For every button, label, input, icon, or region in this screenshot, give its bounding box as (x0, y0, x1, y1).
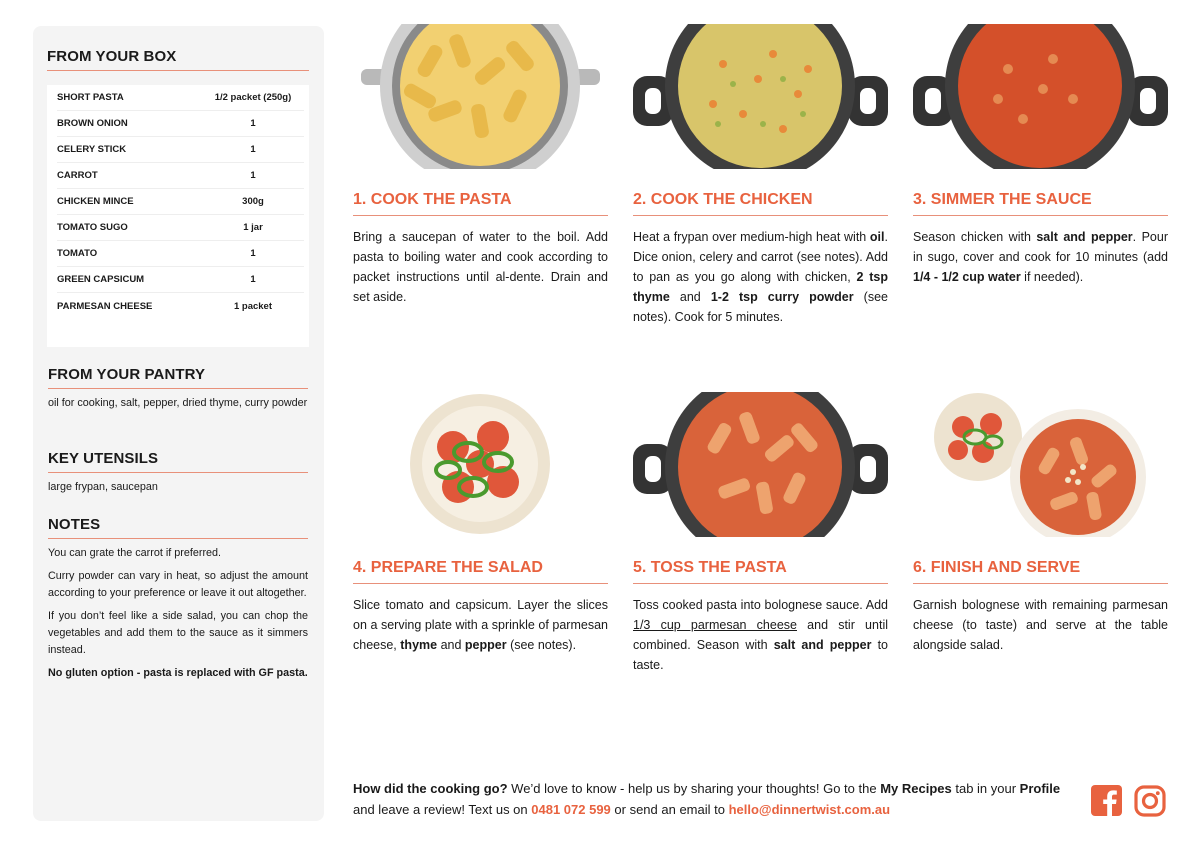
step-2 (633, 24, 888, 327)
facebook-icon[interactable] (1091, 785, 1123, 817)
ingredient-name: GREEN CAPSICUM (57, 274, 145, 285)
table-row (57, 241, 304, 267)
step-6 (913, 392, 1168, 655)
ingredient-qty: 300g (242, 196, 264, 207)
ingredient-qty: 1 packet (233, 300, 273, 312)
step-text: Season chicken with salt and pepper. Pour in sugo, cover and cook for 10 minutes (add 1/4 - 1/2 cup water if needed). (913, 230, 1168, 284)
table-row (57, 85, 304, 111)
notes-section (48, 516, 308, 682)
ingredient-name: SHORT PASTA (57, 92, 124, 103)
ingredient-qty: 1 (250, 144, 256, 155)
pantry-title: FROM YOUR PANTRY (48, 366, 308, 389)
step-title: 3. SIMMER THE SAUCE (913, 191, 1168, 216)
note-paragraph: If you don’t feel like a side salad, you can chop the vegetables and add them to the sauce as it simmers instead. (48, 610, 308, 656)
table-row (57, 111, 304, 137)
table-row (57, 137, 304, 163)
note-paragraph: No gluten option - pasta is replaced with GF pasta. (48, 667, 308, 679)
step-4 (353, 392, 608, 655)
step-title: 1. COOK THE PASTA (353, 191, 608, 216)
sauce-pan-image (913, 24, 1168, 169)
ingredient-qty: 1 (250, 248, 256, 259)
finished-dish-image (913, 392, 1168, 537)
note-paragraph: You can grate the carrot if preferred. (48, 547, 222, 559)
chicken-pan-image (633, 24, 888, 169)
ingredient-qty: 1/2 packet (250g) (214, 92, 292, 103)
step-text: Bring a saucepan of water to the boil. Add pasta to boiling water and cook according to packet instructions until al-dente. Drain and set aside. (353, 230, 608, 304)
email-link[interactable]: hello@dinnertwist.com.au (728, 802, 891, 817)
step-title: 2. COOK THE CHICKEN (633, 191, 888, 216)
step-title: 5. TOSS THE PASTA (633, 559, 888, 584)
table-row (57, 189, 304, 215)
utensils-title: KEY UTENSILS (48, 450, 308, 473)
feedback-footer: How did the cooking go? We’d love to know - help us by sharing your thoughts! Go to the My Recipes tab in your Profile and leave a review! Text us on 0481 072 599 or send an email to hello@dinnertwist.com.au (353, 781, 1061, 817)
pantry-section (48, 366, 308, 412)
step-title: 6. FINISH AND SERVE (913, 559, 1168, 584)
step-text: Slice tomato and capsicum. Layer the slices on a serving plate with a sprinkle of parmesan cheese, thyme and pepper (see notes). (353, 598, 608, 652)
step-text: Heat a frypan over medium-high heat with oil. Dice onion, celery and carrot (see notes). Add to pan as you go along with chicken, 2 tsp thyme and 1-2 tsp curry powder (see notes). Cook for 5 minutes. (633, 230, 889, 324)
step-title: 4. PREPARE THE SALAD (353, 559, 608, 584)
tossed-pasta-image (633, 392, 888, 537)
ingredients-sidebar (33, 26, 324, 821)
step-3 (913, 24, 1168, 287)
table-row (57, 163, 304, 189)
ingredient-name: CHICKEN MINCE (57, 196, 134, 207)
ingredient-name: CELERY STICK (57, 144, 127, 155)
ingredient-qty: 1 (250, 274, 256, 285)
pantry-text: oil for cooking, salt, pepper, dried thyme, curry powder (48, 397, 308, 409)
from-box-title: FROM YOUR BOX (47, 48, 309, 71)
table-row (57, 293, 304, 319)
pasta-pot-image (353, 24, 608, 169)
notes-title: NOTES (48, 516, 308, 539)
ingredients-table (47, 85, 309, 347)
salad-plate-image (353, 392, 608, 537)
ingredient-name: TOMATO SUGO (57, 222, 128, 233)
note-paragraph: Curry powder can vary in heat, so adjust the amount according to your preference or leave it out altogether. (48, 570, 308, 599)
utensils-section (48, 450, 308, 496)
ingredient-name: TOMATO (57, 248, 98, 259)
ingredient-name: PARMESAN CHEESE (57, 300, 153, 312)
step-1 (353, 24, 608, 307)
table-row (57, 215, 304, 241)
ingredient-name: CARROT (57, 170, 98, 181)
ingredient-qty: 1 (250, 118, 256, 129)
ingredient-qty: 1 (250, 170, 256, 181)
step-5 (633, 392, 888, 675)
ingredient-name: BROWN ONION (57, 118, 128, 129)
step-text: Toss cooked pasta into bolognese sauce. Add 1/3 cup parmesan cheese and stir until combined. Season with salt and pepper to taste. (633, 598, 888, 672)
utensils-text: large frypan, saucepan (48, 481, 158, 493)
step-text: Garnish bolognese with remaining parmesan cheese (to taste) and serve at the table alongside salad. (913, 598, 1168, 652)
table-row (57, 267, 304, 293)
ingredient-qty: 1 jar (243, 222, 263, 233)
phone-link[interactable]: 0481 072 599 (531, 802, 611, 817)
instagram-icon[interactable] (1134, 785, 1166, 817)
